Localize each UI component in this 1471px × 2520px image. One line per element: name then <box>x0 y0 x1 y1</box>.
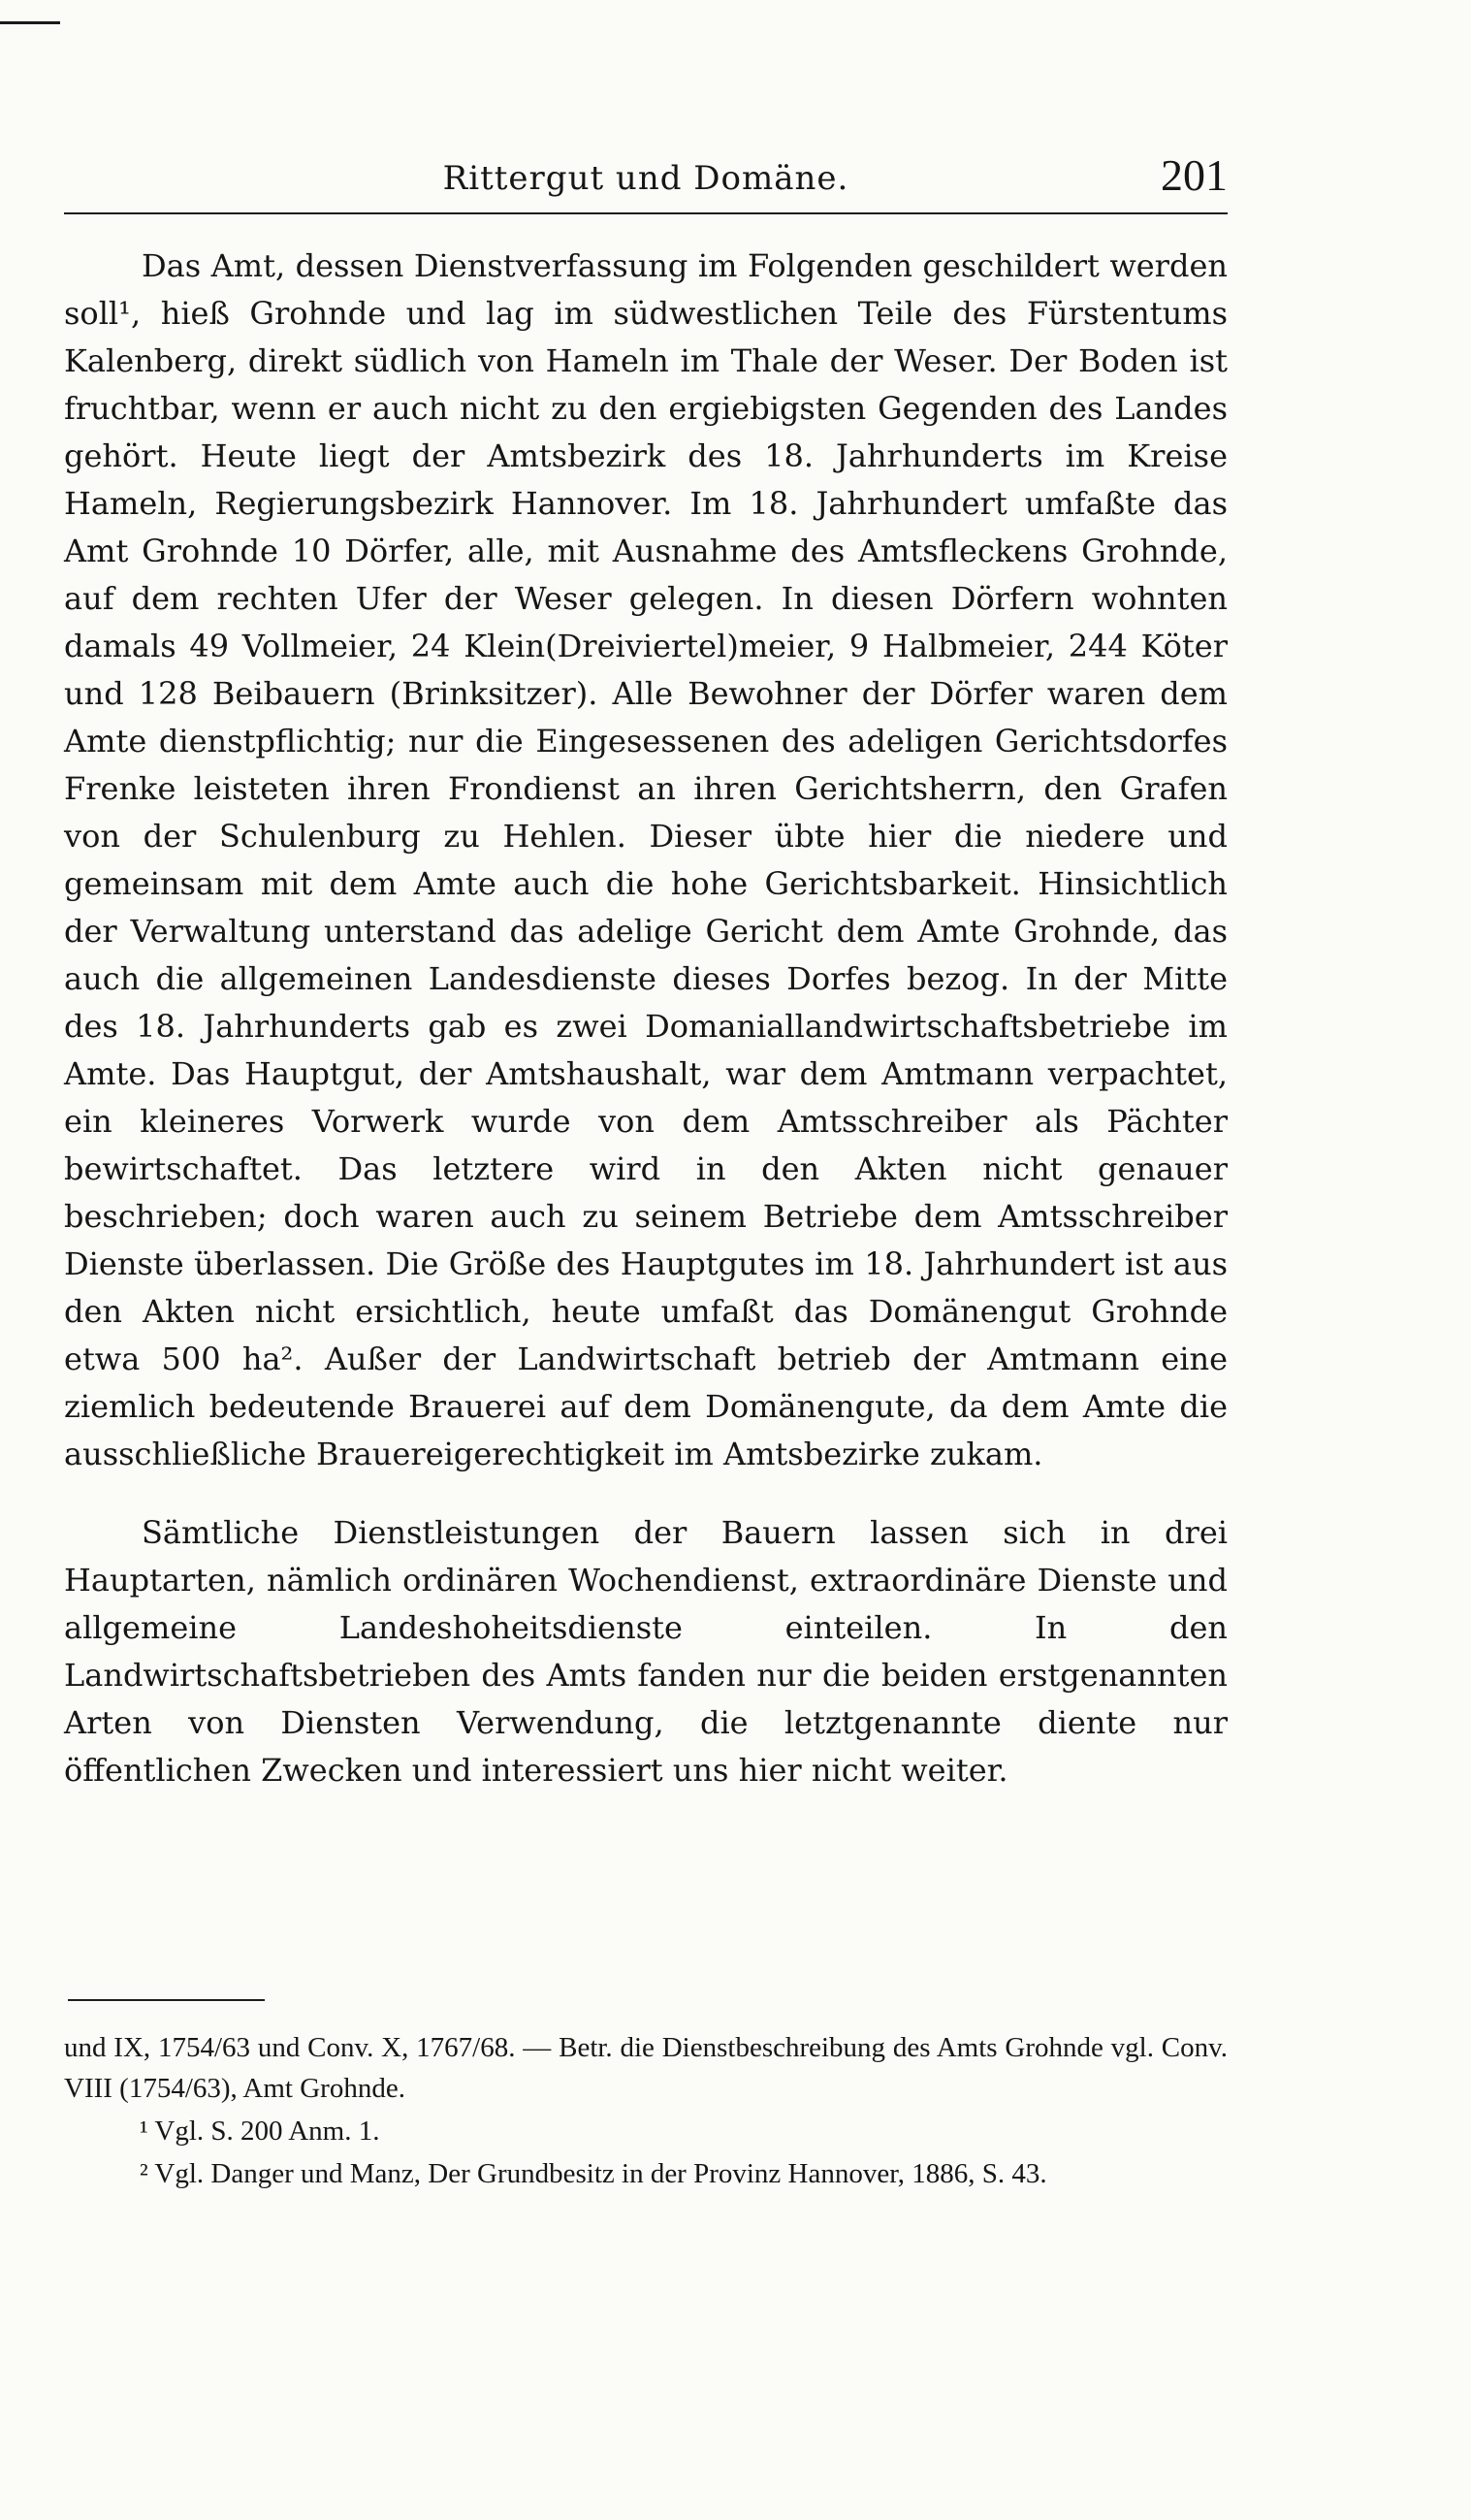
footnote-continuation: und IX, 1754/63 und Conv. X, 1767/68. — Betr. die Dienstbeschreibung des Amts Grohnde vgl. Conv. VIII (1754/63), Amt Grohnde. <box>64 2032 1228 2104</box>
header-rule <box>64 212 1228 214</box>
paragraph-2: Sämtliche Dienstleistungen der Bauern lassen sich in drei Hauptarten, nämlich ordinären Wochendienst, extraordinäre Dienste und allgemeine Landeshoheitsdienste einteilen. In den Landwirtschaftsbetrieben des Amts fanden nur die beiden erstgenannten Arten von Diensten Verwendung, die letztgenannte diente nur öffentlichen Zwecken und interessiert uns hier nicht weiter. <box>64 1514 1228 1789</box>
footnote-1: ¹ Vgl. S. 200 Anm. 1. <box>140 2116 380 2147</box>
footnote-2: ² Vgl. Danger und Manz, Der Grundbesitz in der Provinz Hannover, 1886, S. 43. <box>140 2158 1047 2189</box>
page-number: 201 <box>1161 150 1228 200</box>
paragraph-1: Das Amt, dessen Dienstverfassung im Folgenden geschildert werden soll¹, hieß Grohnde und lag im südwestlichen Teile des Fürstentums Kalenberg, direkt südlich von Hameln im Thale der Weser. Der Boden ist fruchtbar, wenn er auch nicht zu den ergiebigsten Gegenden des Landes gehört. Heute liegt der Amtsbezirk des 18. Jahrhunderts im Kreise Hameln, Regierungsbezirk Hannover. Im 18. Jahrhundert umfaßte das Amt Grohnde 10 Dörfer, alle, mit Ausnahme des Amtsfleckens Grohnde, auf dem rechten Ufer der Weser gelegen. In diesen Dörfern wohnten damals 49 Vollmeier, 24 Klein(Dreiviertel)meier, 9 Halbmeier, 244 Köter und 128 Beibauern (Brinksitzer). Alle Bewohner der Dörfer waren dem Amte dienstpflichtig; nur die Eingesessenen des adeligen Gerichtsdorfes Frenke leisteten ihren Frondienst an ihren Gerichtsherrn, den Grafen von der Schulenburg zu Hehlen. Dieser übte hier die niedere und gemeinsam mit dem Amte auch die hohe Gerichtsbarkeit. Hinsichtlich der Verwaltung unterstand das adelige Gericht dem Amte Grohnde, das auch die allgemeinen Landesdienste dieses Dorfes bezog. In der Mitte des 18. Jahrhunderts gab es zwei Domaniallandwirtschaftsbetriebe im Amte. Das Hauptgut, der Amtshaushalt, war dem Amtmann verpachtet, ein kleineres Vorwerk wurde von dem Amtsschreiber als Pächter bewirtschaftet. Das letztere wird in den Akten nicht genauer beschrieben; doch waren auch zu seinem Betriebe dem Amtsschreiber Dienste überlassen. Die Größe des Hauptgutes im 18. Jahrhundert ist aus den Akten nicht ersichtlich, heute umfaßt das Domänengut Grohnde etwa 500 ha². Außer der Landwirtschaft betrieb der Amtmann eine ziemlich bedeutende Brauerei auf dem Domänengute, da dem Amte die ausschließliche Brauereigerechtigkeit im Amtsbezirke zukam. <box>64 247 1228 1472</box>
footnote-rule <box>68 1999 265 2001</box>
page-header <box>64 145 1228 204</box>
main-text <box>64 242 1228 1825</box>
running-title: Rittergut und Domäne. <box>442 159 849 198</box>
footnotes <box>64 2027 1228 2196</box>
scan-corner-mark <box>0 21 60 24</box>
